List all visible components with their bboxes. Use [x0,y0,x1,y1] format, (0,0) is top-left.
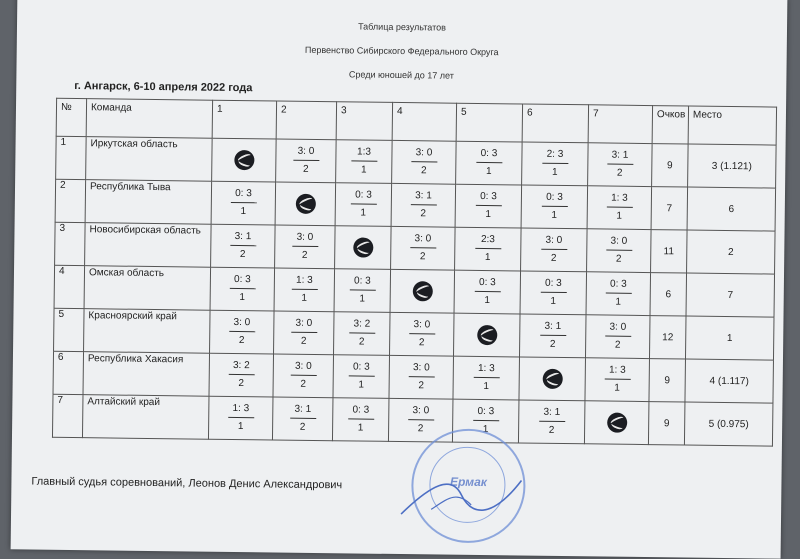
score-fraction [348,361,374,391]
match-score-cell [588,143,653,187]
match-points: 2 [548,424,555,436]
match-points: 1 [301,292,308,304]
match-points: 2 [358,336,365,348]
set-score: 0: 3 [349,275,375,290]
match-points: 2 [549,338,556,350]
match-score-cell [332,398,389,442]
col-header: Очков [652,106,688,144]
col-header: 4 [392,102,456,141]
score-fraction [605,279,631,309]
match-points: 2 [418,337,425,349]
volleyball-icon [412,281,432,301]
set-score: 3: 0 [408,405,434,420]
final-place: 1 [685,316,774,360]
results-table [52,98,777,447]
match-score-cell [455,227,522,271]
match-score-cell [521,228,588,272]
table-row [52,394,772,446]
set-score: 1: 3 [291,275,317,290]
match-points: 1 [360,207,367,219]
volleyball-icon-cell [335,226,392,270]
match-points: 2 [302,163,309,175]
match-score-cell [521,185,588,229]
score-fraction [290,404,316,434]
col-header: Место [688,106,776,145]
volleyball-icon-cell [390,269,455,313]
match-points: 2 [238,335,245,347]
match-score-cell [274,268,335,312]
col-header: 7 [588,105,652,144]
match-points: 1 [239,292,246,304]
match-points: 2 [418,380,424,392]
match-points: 1 [485,209,492,221]
col-header: № [56,98,86,136]
final-place: 4 (1.117) [685,359,774,403]
match-score-cell [334,312,391,356]
final-place: 6 [687,187,776,231]
score-fraction [290,361,316,391]
set-score: 3: 0 [291,318,317,333]
score-fraction [607,150,633,180]
set-score: 3: 1 [607,150,633,165]
col-header: Команда [86,99,212,139]
match-score-cell [335,183,392,227]
match-score-cell [585,315,650,359]
set-score: 3: 0 [408,362,434,377]
set-score: 3: 0 [606,236,632,251]
set-score: 1: 3 [228,403,254,418]
match-score-cell [587,186,652,230]
match-score-cell [274,311,335,355]
score-fraction [540,321,566,351]
score-fraction [604,365,630,395]
score-fraction [474,277,500,307]
score-fraction [540,278,566,308]
results-sheet [11,0,788,559]
set-score: 3: 1 [230,231,256,246]
set-score: 3: 0 [541,235,567,250]
stamp-text: Ермак [449,474,487,490]
row-number: 1 [56,136,87,179]
score-fraction [351,146,377,176]
final-place: 2 [687,230,776,274]
match-score-cell [276,139,337,183]
volleyball-icon-cell [275,182,336,226]
row-number: 4 [54,265,85,308]
match-points: 1 [551,166,558,178]
score-fraction [411,147,437,177]
set-score: 3: 0 [290,361,316,376]
match-points: 1 [360,164,367,176]
set-score: 2: 3 [542,149,568,164]
match-points: 1 [237,421,244,433]
score-fraction [349,275,375,305]
set-score: 0: 3 [476,148,502,163]
score-fraction [291,275,317,305]
set-score: 3: 2 [228,360,254,375]
set-score: 0: 3 [475,191,501,206]
match-points: 1 [615,296,622,308]
match-score-cell [520,271,587,315]
match-score-cell [455,184,522,228]
volleyball-icon [295,194,315,214]
match-points: 2 [614,339,621,351]
set-score: 1: 3 [604,365,630,380]
match-score-cell [391,183,456,227]
score-fraction [473,363,499,393]
match-points: 2 [300,335,307,347]
match-score-cell [275,225,336,269]
set-score: 0: 3 [540,278,566,293]
match-score-cell [273,354,334,398]
match-score-cell [522,142,589,186]
volleyball-icon [607,413,627,433]
set-score: 0: 3 [541,192,567,207]
volleyball-icon [234,150,254,170]
col-header: 2 [276,101,336,140]
match-points: 1 [551,209,558,221]
set-score: 3: 0 [293,146,319,161]
score-fraction [541,192,567,222]
set-score: 2:3 [475,234,501,249]
set-score: 1: 3 [473,363,499,378]
match-score-cell [453,356,520,400]
set-score: 3: 0 [411,147,437,162]
volleyball-icon [477,325,497,345]
score-fraction [230,188,256,218]
match-score-cell [392,140,457,184]
score-fraction [539,407,565,437]
score-fraction [606,236,632,266]
match-score-cell [333,355,390,399]
age-category: Среди юношей до 17 лет [348,69,454,81]
score-fraction [409,319,435,349]
match-points: 2 [616,167,623,179]
match-points: 2 [301,249,308,261]
score-fraction [230,231,256,261]
team-name: Алтайский край [82,395,209,440]
match-score-cell [389,355,454,399]
match-points: 1 [357,422,364,434]
match-score-cell [587,229,652,273]
match-points: 2 [420,165,427,177]
set-score: 0: 3 [348,361,374,376]
set-score: 0: 3 [350,189,376,204]
total-points: 9 [652,144,689,187]
final-place: 7 [686,273,775,317]
match-points: 1 [240,206,247,218]
match-score-cell [391,226,456,270]
total-points: 9 [649,359,686,402]
set-score: 3: 1 [290,404,316,419]
set-score: 0: 3 [229,274,255,289]
set-score: 3: 2 [349,318,375,333]
match-points: 1 [482,424,489,436]
set-score: 3: 1 [410,190,436,205]
match-score-cell [518,400,585,444]
match-points: 1 [484,252,491,264]
volleyball-icon-cell [454,313,521,357]
match-points: 2 [417,423,424,435]
row-number: 5 [54,308,85,351]
set-score: 0: 3 [473,406,499,421]
score-fraction [228,360,254,390]
score-fraction [293,146,319,176]
match-points: 1 [550,295,557,307]
score-fraction [229,274,255,304]
score-fraction [541,235,567,265]
row-number: 6 [53,351,84,394]
volleyball-icon-cell [519,357,586,401]
set-score: 0: 3 [348,404,374,419]
score-fraction [410,190,436,220]
match-points: 2 [550,252,557,264]
page-title: Таблица результатов [358,21,446,33]
signature-scribble [391,464,532,526]
match-score-cell [211,224,276,268]
match-score-cell [454,270,521,314]
volleyball-icon-cell [212,138,277,182]
match-points: 1 [616,210,623,222]
match-points: 2 [299,421,306,433]
team-name: Красноярский край [84,309,211,354]
set-score: 3: 0 [409,319,435,334]
match-score-cell [519,314,586,358]
score-fraction [475,234,501,264]
team-name: Иркутская область [86,137,213,182]
team-name: Омская область [84,266,211,311]
match-points: 2 [239,249,246,261]
match-score-cell [211,181,276,225]
set-score: 3: 1 [540,321,566,336]
score-fraction [408,405,434,435]
match-points: 2 [420,208,427,220]
row-number: 7 [52,394,83,437]
chief-judge-signature-line: Главный судья соревнований, Леонов Денис Александрович [31,475,343,492]
match-points: 1 [483,381,489,393]
match-score-cell [586,272,651,316]
row-number: 2 [55,179,86,222]
match-points: 1 [485,166,492,178]
match-score-cell [390,312,455,356]
set-score: 1: 3 [606,193,632,208]
total-points: 6 [650,273,687,316]
score-fraction [229,317,255,347]
match-points: 2 [300,378,306,390]
match-score-cell [272,397,333,441]
team-name: Новосибирская область [85,223,212,268]
match-score-cell [209,353,274,397]
match-points: 1 [484,295,491,307]
score-fraction [408,362,434,392]
championship-name: Первенство Сибирского Федерального Округа [304,44,499,58]
place-date: г. Ангарск, 6-10 апреля 2022 года [74,80,253,95]
total-points: 12 [649,316,686,359]
final-place: 5 (0.975) [684,402,773,446]
total-points: 7 [651,187,688,230]
total-points: 9 [648,402,685,445]
score-fraction [410,233,436,263]
match-points: 2 [238,378,244,390]
score-fraction [475,191,501,221]
col-header: 3 [336,102,392,141]
match-points: 1 [358,379,364,391]
col-header: 1 [212,100,276,139]
score-fraction [476,148,502,178]
score-fraction [350,189,376,219]
team-name: Республика Тыва [85,180,212,225]
volleyball-icon [353,237,373,257]
score-fraction [349,318,375,348]
match-score-cell [210,310,275,354]
set-score: 3: 0 [292,232,318,247]
score-fraction [292,232,318,262]
score-fraction [228,403,254,433]
match-score-cell [208,396,273,440]
match-score-cell [336,140,393,184]
volleyball-icon-cell [584,401,649,445]
score-fraction [542,149,568,179]
col-header: 5 [456,103,522,142]
row-number: 3 [55,222,86,265]
set-score: 3: 0 [410,233,436,248]
match-score-cell [334,269,391,313]
col-header: 6 [522,104,588,143]
match-score-cell [456,141,523,185]
set-score: 0: 3 [474,277,500,292]
score-fraction [606,193,632,223]
set-score: 0: 3 [605,279,631,294]
set-score: 3: 0 [229,317,255,332]
match-points: 2 [615,253,622,265]
score-fraction [348,404,374,434]
match-points: 1 [359,293,366,305]
match-score-cell [210,267,275,311]
set-score: 3: 0 [605,322,631,337]
final-place: 3 (1.121) [688,144,777,188]
total-points: 11 [651,230,688,273]
match-points: 1 [614,382,620,394]
set-score: 0: 3 [230,188,256,203]
set-score: 1:3 [351,146,377,161]
score-fraction [605,322,631,352]
score-fraction [291,318,317,348]
match-score-cell [585,358,650,402]
team-name: Республика Хакасия [83,352,210,397]
match-points: 2 [419,251,426,263]
volleyball-icon [542,369,562,389]
set-score: 3: 1 [539,407,565,422]
